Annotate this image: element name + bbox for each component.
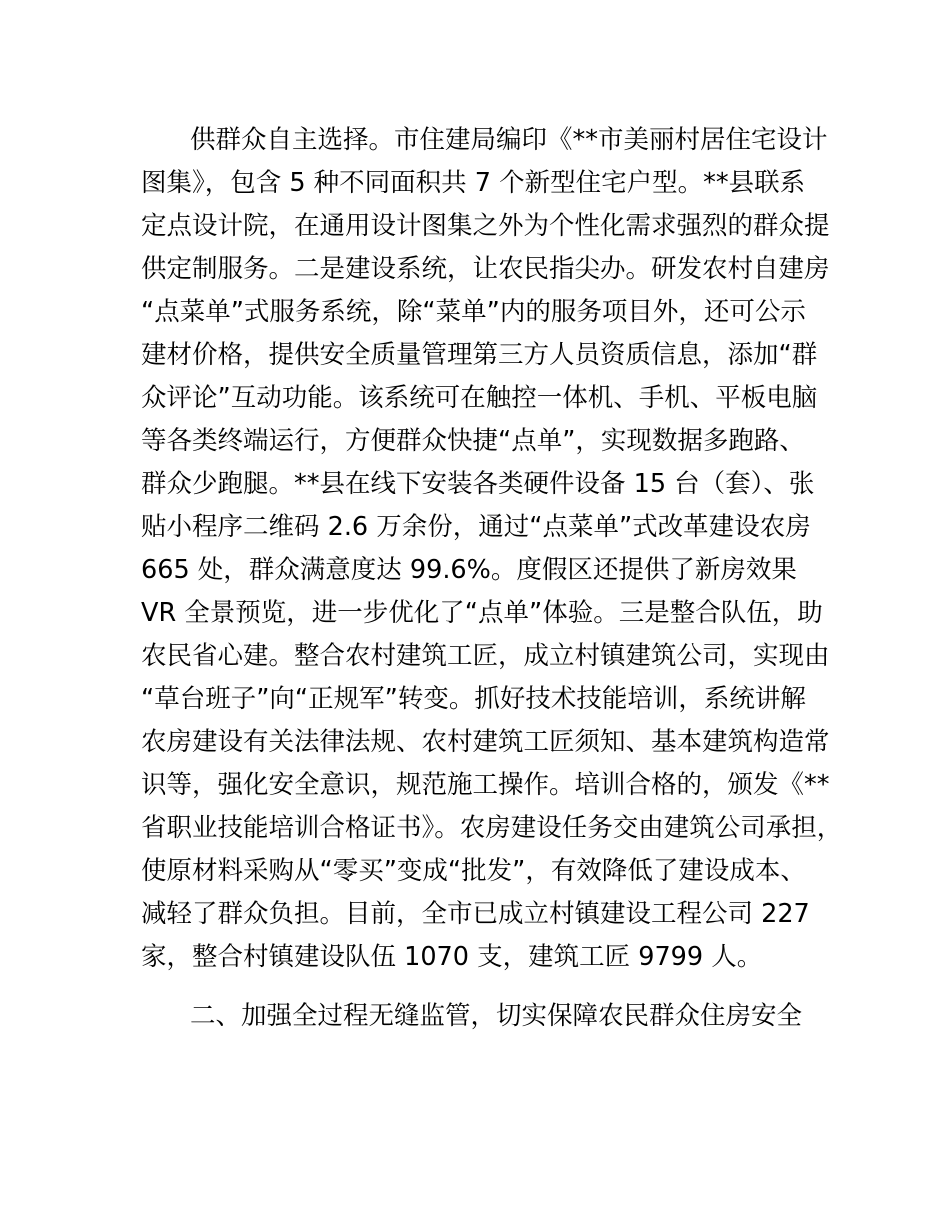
section-heading: 二、加强全过程无缝监管，切实保障农民群众住房安全 xyxy=(190,1001,803,1031)
paragraph-line-18: 使原材料采购从“零买”变成“批发”，有效降低了建设成本、 xyxy=(141,856,806,886)
paragraph-line-4: 供定制服务。二是建设系统，让农民指尖办。研发农村自建房 xyxy=(141,254,830,284)
paragraph-line-5: “点菜单”式服务系统，除“菜单”内的服务项目外，还可公示 xyxy=(141,297,806,327)
paragraph-line-14: “草台班子”向“正规军”转变。抓好技术技能培训，系统讲解 xyxy=(141,684,806,714)
paragraph-line-15: 农房建设有关法律法规、农村建筑工匠须知、基本建筑构造常 xyxy=(141,727,830,757)
paragraph-line-20: 家，整合村镇建设队伍 1070 支，建筑工匠 9799 人。 xyxy=(141,942,763,972)
paragraph-line-2: 图集》，包含 5 种不同面积共 7 个新型住宅户型。**县联系 xyxy=(141,168,806,198)
paragraph-line-10: 贴小程序二维码 2.6 万余份，通过“点菜单”式改革建设农房 xyxy=(141,512,811,542)
paragraph-line-8: 等各类终端运行，方便群众快捷“点单”，实现数据多跑路、 xyxy=(141,426,805,456)
paragraph-line-11: 665 处，群众满意度达 99.6%。度假区还提供了新房效果 xyxy=(141,555,797,585)
paragraph-line-19: 减轻了群众负担。目前，全市已成立村镇建设工程公司 227 xyxy=(141,899,810,929)
paragraph-line-16: 识等，强化安全意识，规范施工操作。培训合格的，颁发《** xyxy=(141,770,830,800)
paragraph-line-13: 农民省心建。整合农村建筑工匠，成立村镇建筑公司，实现由 xyxy=(141,641,830,671)
paragraph-line-12: VR 全景预览，进一步优化了“点单”体验。三是整合队伍，助 xyxy=(141,598,823,628)
paragraph-line-7: 众评论”互动功能。该系统可在触控一体机、手机、平板电脑 xyxy=(141,383,818,413)
paragraph-line-9: 群众少跑腿。**县在线下安装各类硬件设备 15 台（套）、张 xyxy=(141,469,815,499)
paragraph-line-6: 建材价格，提供安全质量管理第三方人员资质信息，添加“群 xyxy=(141,340,818,370)
paragraph-line-1: 供群众自主选择。市住建局编印《**市美丽村居住宅设计 xyxy=(190,125,828,155)
paragraph-line-17: 省职业技能培训合格证书》。农房建设任务交由建筑公司承担， xyxy=(141,813,843,843)
paragraph-line-3: 定点设计院，在通用设计图集之外为个性化需求强烈的群众提 xyxy=(141,211,830,241)
